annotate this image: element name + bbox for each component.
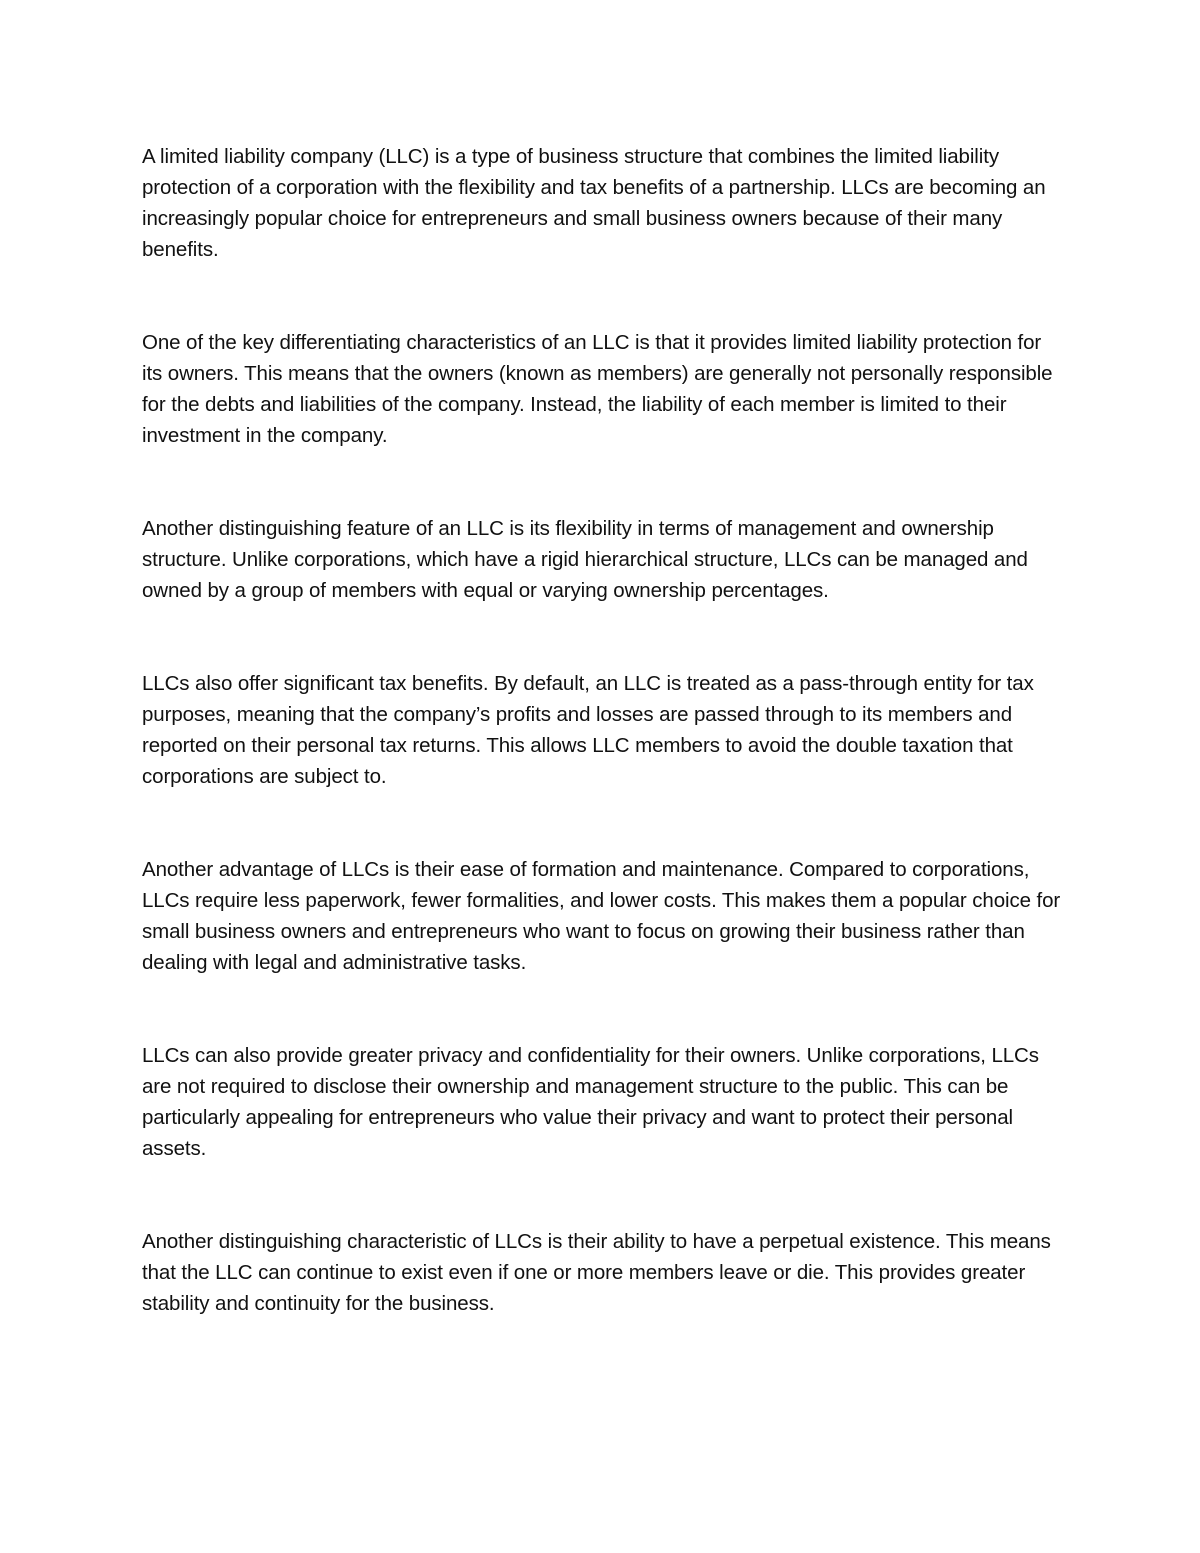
- paragraph-flexibility: Another distinguishing feature of an LLC is its flexibility in terms of management and ownership structure. Unlike corporations, which have a rigid hierarchical structure, LLCs can be managed and owned by a group of members with equal or varying ownership percentages.: [142, 517, 1028, 602]
- paragraph-ease-of-formation: Another advantage of LLCs is their ease of formation and maintenance. Compared to corporations, LLCs require less paperwork, fewer formalities, and lower costs. This makes them a popular choice for small business owners and entrepreneurs who want to focus on growing their business rather than dealing with legal and administrative tasks.: [142, 858, 1061, 974]
- document-body: [142, 141, 1062, 1319]
- paragraph-tax-benefits: LLCs also offer significant tax benefits. By default, an LLC is treated as a pass-through entity for tax purposes, meaning that the company’s profits and losses are passed through to its members and reported on their personal tax returns. This allows LLC members to avoid the double taxation that corporations are subject to.: [142, 672, 1034, 788]
- paragraph-perpetual-existence: Another distinguishing characteristic of LLCs is their ability to have a perpetual existence. This means that the LLC can continue to exist even if one or more members leave or die. This provides greater stability and continuity for the business.: [142, 1230, 1051, 1315]
- paragraph-limited-liability: One of the key differentiating characteristics of an LLC is that it provides limited liability protection for its owners. This means that the owners (known as members) are generally not personally responsible for the debts and liabilities of the company. Instead, the liability of each member is limited to their investment in the company.: [142, 331, 1053, 447]
- paragraph-privacy: LLCs can also provide greater privacy and confidentiality for their owners. Unlike corporations, LLCs are not required to disclose their ownership and management structure to the public. This can be particularly appealing for entrepreneurs who value their privacy and want to protect their personal assets.: [142, 1044, 1039, 1160]
- paragraph-llc-definition: A limited liability company (LLC) is a type of business structure that combines the limited liability protection of a corporation with the flexibility and tax benefits of a partnership. LLCs are becoming an increasingly popular choice for entrepreneurs and small business owners because of their many benefits.: [142, 145, 1046, 261]
